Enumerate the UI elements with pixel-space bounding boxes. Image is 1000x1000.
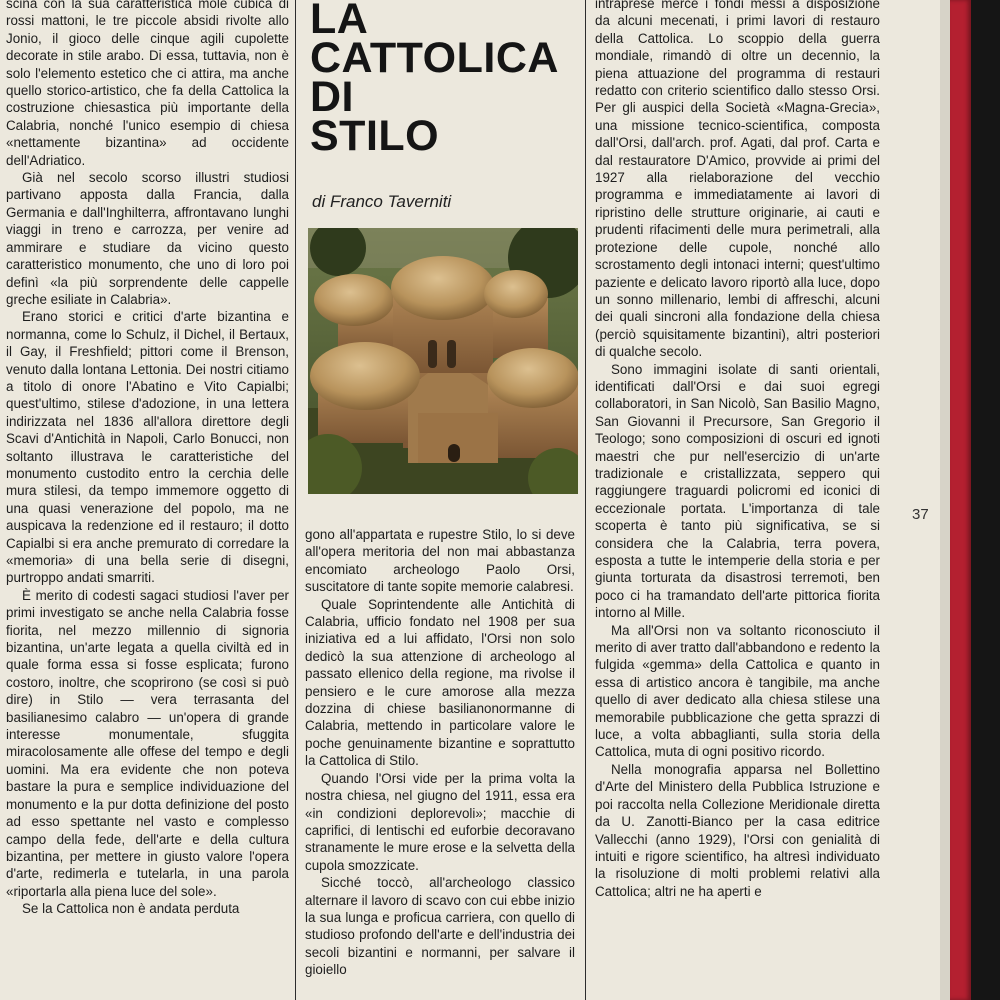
byline: di Franco Taverniti — [312, 192, 452, 211]
middle-text-column — [305, 526, 575, 1000]
paragraph: scina con la sua caratteristica mole cubica di rossi mattoni, le tre piccole absidi rivolte allo Jonio, il gioco delle cinque agili cupolette decorate in stile arabo. Di essa, tuttavia, non è solo l'elemento estetico che ci attira, ma anche quello storico-artistico, che fa della Cattolica la costruzione chiesastica più importante della Calabria, nonché l'unico esempio di chiesa «nettamente bizantina» ad occidente dell'Adriatico. — [6, 0, 289, 168]
paragraph: Se la Cattolica non è andata perduta — [22, 901, 240, 917]
title-line: STILO — [310, 112, 440, 160]
paragraph: È merito di codesti sagaci studiosi l'aver per primi investigato se anche nella Calabria fosse fiorita, nel mezzo millennio di signoria bizantina, un'arte legata a quella civiltà ed in quale forma essa si fosse esplicata; furono costoro, inoltre, che scoprirono (se così si può dire) in Stilo — vera terrasanta del basilianesimo calabro — un'opera di grande interesse monumentale, sfuggita miracolosamente alle offese del tempo e degli uomini. Ma era evidente che non poteva bastare la pura e semplice individuazione del monumento e la pur dotta definizione del posto ad esso spettante nel vasto e complesso campo della fede, dell'arte e della cultura bizantina, per mettere in giusto valore l'opera d'arte, redimerla e tutelarla, in una parola «riportarla alla piena luce del sole». — [6, 587, 289, 899]
background-dark — [971, 0, 1000, 1000]
binding-red-edge — [950, 0, 971, 1000]
paragraph: Nella monografia apparsa nel Bollettino d'Arte del Ministero della Pubblica Istruzione e poi raccolta nella Collezione Meridionale diretta da U. Zanotti-Bianco per la casa editrice Vallecchi (anno 1929), l'Orsi con genialità di intuiti e rigore scientifico, ha altresì individuato la risoluzione di molti problemi relativi alla Cattolica; altri ne ha aperti e — [595, 761, 880, 899]
page-number: 37 — [912, 506, 929, 523]
right-text-column — [595, 0, 880, 1000]
column-rule — [295, 0, 296, 1000]
article-title — [310, 0, 559, 160]
title-line: DI — [310, 73, 354, 121]
page-edge — [940, 0, 950, 1000]
title-line: LA — [310, 0, 369, 43]
title-line: CATTOLICA — [310, 34, 559, 82]
paragraph: Erano storici e critici d'arte bizantina e normanna, come lo Schulz, il Dichel, il Bertaux, il Gay, il Freshfield; pittori come il Brenson, venuto dalla lontana Lettonia. Dei nostri citiamo a titolo di onore l'Abatino e Vito Capialbi; quest'ultimo, stilese d'adozione, in una lettera indirizzata nel 1836 all'allora direttore degli Scavi d'Antichità in Napoli, Carlo Bonucci, non soltanto illustrava le caratteristiche del monumento custodito entro la cerchia delle mura stilesi, da tempo immemore oggetto di una quasi venerazione del popolo, ma ne auspicava la redenzione ed il restauro; il dotto Capialbi si era anche premurato di corredare la «memoria» di una bella serie di disegni, purtroppo andati smarriti. — [6, 309, 289, 586]
paragraph: intraprese mercé i fondi messi a disposizione da alcuni mecenati, i primi lavori di restauro della Cattolica. Lo scoppio della guerra mondiale, rimandò di oltre un decennio, la piena attuazione del programma di restauri redatto con criterio scientifico dallo stesso Orsi. Per gli auspici della Società «Magna-Grecia», una missione tecnico-scientifica, composta dall'Orsi, dall'arch. prof. Agati, dal prof. Carta e dal restauratore D'Amico, provvide ai primi del 1927 alla rielaborazione del vecchio programma e immediatamente ai lavori di ripristino delle strutture originarie, ai cauti e prudenti rifacimenti delle mura perimetrali, alla protezione delle cupole, nonché allo scrostamento degli intonaci interni; quest'ultimo paziente e delicato lavoro riportò alla luce, dopo un sonno millenario, lembi di affreschi, alcuni dei quali sincroni alla fondazione della chiesa (perciò squisitamente bizantini), altri posteriori di qualche secolo. — [595, 0, 880, 360]
left-text-column — [0, 0, 289, 1000]
column-rule — [585, 0, 586, 1000]
church-photo — [308, 228, 578, 494]
paragraph: Quando l'Orsi vide per la prima volta la nostra chiesa, nel giugno del 1911, essa era «in condizioni deplorevoli»; macchie di caprifici, di lentischi ed euforbie decoravano stranamente le mure erose e la selvetta della cupola smozzicate. — [305, 770, 575, 873]
paragraph: Ma all'Orsi non va soltanto riconosciuto il merito di aver tratto dall'abbandono e redento la fulgida «gemma» della Cattolica e quanto in essa di artistico ancora è tangibile, ma anche quello di aver dedicato alla chiesa stilese una memorabile pubblicazione che getta sprazzi di luce, a volta abbaglianti, sulla storia della Cattolica, muta di ogni positivo ricordo. — [595, 622, 880, 760]
paragraph: Sono immagini isolate di santi orientali, identificati dall'Orsi e dai suoi egregi collaboratori, in San Nicolò, San Basilio Magno, San Giovanni il Precursore, San Gregorio il Teologo; sono composizioni di oscuri ed ignoti maestri che pur nell'esercizio di un'arte tradizionale e cristallizzata, seppero qui raggiungere traguardi policromi ed iconici di eccezionale portata. L'importanza di tale scoperta è tanto più significativa, se si considera che la Calabria, terra povera, esposta a tutte le intemperie della storia e per giunta torturata da disastrosi terremoti, ben poco ci ha tramandato dell'arte pittorica fiorita intorno al Mille. — [595, 361, 880, 621]
paragraph: Già nel secolo scorso illustri studiosi partivano apposta dalla Francia, dalla Germania e dall'Inghilterra, affrontavano lunghi viaggi in treno e carrozza, per venire ad ammirare e studiare da vicino questo caratteristico monumento, che uno di loro poi definì «la più sorprendente delle cappelle greche esiliate in Calabria». — [6, 170, 289, 307]
paragraph: Sicché toccò, all'archeologo classico alternare il lavoro di scavo con cui ebbe inizio la sua lunga e proficua carriera, con quello di studioso profondo dell'arte e dell'industria dei secoli bizantini e normanni, per salvare il gioiello — [305, 875, 575, 978]
paragraph: Quale Soprintendente alle Antichità di Calabria, ufficio fondato nel 1908 per sua iniziativa ed a lui affidato, l'Orsi non solo dedicò la sua attenzione di archeologo al passato ellenico della regione, ma rivolse il pensiero e le cure amorose alla mezza dozzina di chiese basilianonormanne di Calabria, mettendo in particolare valore le poche genuinamente bizantine e soprattutto la Cattolica di Stilo. — [305, 596, 575, 769]
paragraph: gono all'appartata e rupestre Stilo, lo si deve all'opera meritoria del non mai abbastanza encomiato archeologo Paolo Orsi, suscitatore di tante sopite memorie calabresi. — [305, 527, 575, 595]
